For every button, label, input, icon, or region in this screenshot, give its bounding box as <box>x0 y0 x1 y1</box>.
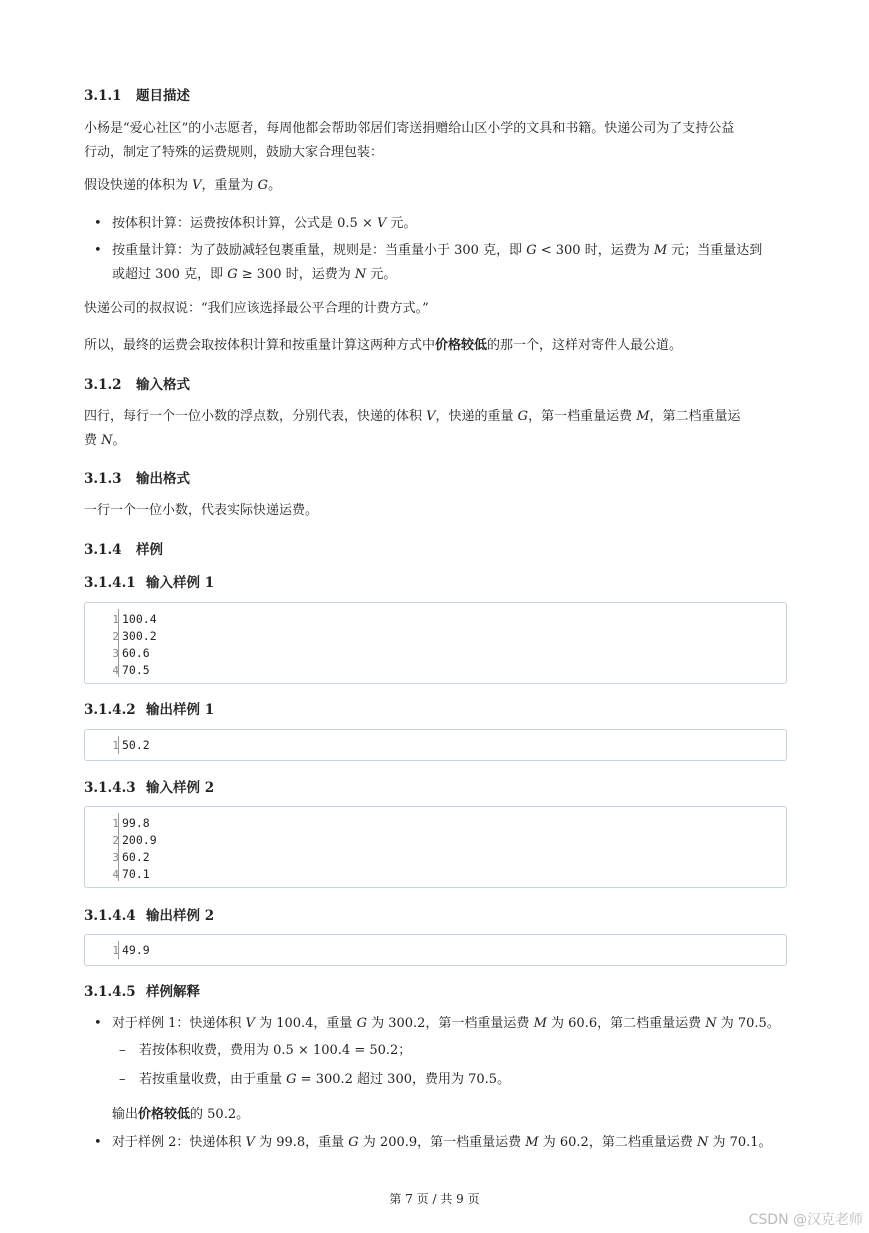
code-lines <box>122 603 157 679</box>
code-line: 99.8 <box>122 816 150 830</box>
math-v: V <box>245 1016 255 1031</box>
line-number-gutter <box>85 935 119 965</box>
bold-text: 价格较低 <box>138 1107 191 1122</box>
gutter-divider <box>118 609 119 677</box>
math-g: G <box>257 178 269 193</box>
text: 为 70.5。 <box>716 1016 780 1031</box>
text: 为 300.2，第一档重量运费 <box>366 1016 534 1031</box>
code-line: 300.2 <box>122 629 157 643</box>
math-m: M <box>653 243 668 258</box>
section-number: 3.1.1 <box>84 88 122 104</box>
text: < 300 时，运费为 <box>536 243 654 258</box>
code-block-input-2[interactable] <box>84 806 787 888</box>
text: 为 70.1。 <box>708 1135 772 1150</box>
line-number: 4 <box>112 664 119 677</box>
list-item-example-1 <box>112 1012 780 1036</box>
code-line: 70.5 <box>122 663 150 677</box>
text: 所以，最终的运费会取按体积计算和按重量计算这两种方式中 <box>84 338 436 353</box>
line-number-gutter <box>85 807 119 887</box>
section-heading-3-1-3 <box>84 467 190 487</box>
conclusion-paragraph <box>84 334 682 358</box>
list-item-weight-rule <box>112 239 762 287</box>
line-number: 1 <box>112 613 119 626</box>
text: 为 60.6，第二档重量运费 <box>546 1016 706 1031</box>
section-title: 样例 <box>136 542 163 558</box>
line-number: 2 <box>112 834 119 847</box>
section-title: 输入格式 <box>136 377 190 393</box>
text: 元；当重量达到 <box>667 243 763 258</box>
line-number: 2 <box>112 630 119 643</box>
subsection-heading-output-2 <box>84 904 214 924</box>
gutter-divider <box>118 813 119 881</box>
math-m: M <box>525 1135 539 1150</box>
line-number: 1 <box>112 817 119 830</box>
text: 按重量计算：为了鼓励减轻包裹重量，规则是：当重量小于 300 克，即 <box>112 243 527 258</box>
section-number: 3.1.4.3 <box>84 780 136 796</box>
text: 的那一个，这样对寄件人最公道。 <box>487 338 683 353</box>
code-line: 100.4 <box>122 612 157 626</box>
text: 元。 <box>386 216 417 231</box>
section-title: 输入样例 2 <box>146 780 215 796</box>
gutter-divider <box>118 736 119 754</box>
math-expr: 0.5 × 100.4 = 50.2 <box>273 1043 399 1058</box>
uncle-quote: 快递公司的叔叔说：“我们应该选择最公平合理的计费方式。” <box>84 301 429 316</box>
code-line: 70.1 <box>122 867 150 881</box>
section-number: 3.1.4.2 <box>84 702 136 718</box>
section-title: 输出格式 <box>136 471 190 487</box>
intro-paragraph <box>84 117 734 165</box>
math-n: N <box>101 433 113 448</box>
subsection-heading-output-1 <box>84 698 214 718</box>
subsection-heading-explanation <box>84 980 200 1000</box>
assume-paragraph <box>84 174 281 198</box>
text: ； <box>398 1043 412 1058</box>
text: 为 100.4，重量 <box>254 1016 357 1031</box>
math-n: N <box>354 267 367 282</box>
code-line: 60.6 <box>122 646 150 660</box>
output-format-paragraph: 一行一个一位小数，代表实际快递运费。 <box>84 503 319 518</box>
math-m: M <box>533 1016 547 1031</box>
line-number: 1 <box>112 944 119 957</box>
line-number: 3 <box>112 851 119 864</box>
line-number-gutter <box>85 730 119 760</box>
section-heading-3-1-4 <box>84 538 163 558</box>
example-1-output <box>112 1103 249 1127</box>
math-expr: = 300.2 <box>296 1072 353 1087</box>
line-number: 3 <box>112 647 119 660</box>
code-lines <box>122 730 150 754</box>
text: 若按体积收费，费用为 <box>139 1043 274 1058</box>
intro-line-2: 行动，制定了特殊的运费规则，鼓励大家合理包装： <box>84 145 384 160</box>
math-m: M <box>636 409 650 424</box>
code-block-output-1[interactable] <box>84 729 787 761</box>
math-g: G <box>348 1135 359 1150</box>
text: 元。 <box>366 267 397 282</box>
text: 。 <box>112 433 126 448</box>
line-number-gutter <box>85 603 119 683</box>
text: 费 <box>84 433 102 448</box>
code-block-output-2[interactable] <box>84 934 787 966</box>
section-title: 输出样例 2 <box>146 908 215 924</box>
code-line: 50.2 <box>122 738 150 752</box>
page-footer: 第 7 页 / 共 9 页 <box>389 1192 480 1206</box>
section-number: 3.1.4 <box>84 542 122 558</box>
subsection-heading-input-2 <box>84 776 214 796</box>
text: 或超过 300 克，即 <box>112 267 228 282</box>
text: ，快递的重量 <box>435 409 518 424</box>
text: 超过 300，费用为 70.5。 <box>352 1072 511 1087</box>
list-item-volume-rule <box>112 212 417 236</box>
text: ，第一档重量运费 <box>528 409 637 424</box>
section-title: 题目描述 <box>136 88 190 104</box>
text: 对于样例 1：快递体积 <box>112 1016 246 1031</box>
text: 为 60.2，第二档重量运费 <box>538 1135 697 1150</box>
code-line: 200.9 <box>122 833 157 847</box>
section-title: 样例解释 <box>146 984 200 1000</box>
code-lines <box>122 935 150 959</box>
line-number: 4 <box>112 868 119 881</box>
text: ，重量为 <box>201 178 258 193</box>
section-heading-3-1-1 <box>84 84 190 104</box>
math-g: G <box>227 267 238 282</box>
section-number: 3.1.2 <box>84 377 122 393</box>
text: 。 <box>268 178 282 193</box>
intro-line-1: 小杨是“爱心社区”的小志愿者，每周他都会帮助邻居们寄送捐赠给山区小学的文具和书籍。快递公司为了支持公益 <box>84 121 735 136</box>
gutter-divider <box>118 941 119 959</box>
math-g: G <box>526 243 537 258</box>
sub-item-volume-cost <box>139 1039 411 1063</box>
section-number: 3.1.4.5 <box>84 984 136 1000</box>
math-n: N <box>696 1135 709 1150</box>
math-expr: 0.5 × <box>337 216 377 231</box>
text: 对于样例 2：快递体积 <box>112 1135 246 1150</box>
subsection-heading-input-1 <box>84 571 214 591</box>
text: 若按重量收费，由于重量 <box>139 1072 287 1087</box>
list-item-example-2 <box>112 1131 772 1155</box>
bold-text: 价格较低 <box>435 338 488 353</box>
code-lines <box>122 807 157 883</box>
math-v: V <box>245 1135 255 1150</box>
text: 四行，每行一个一位小数的浮点数，分别代表，快递的体积 <box>84 409 427 424</box>
section-title: 输入样例 1 <box>146 575 215 591</box>
math-v: V <box>426 409 436 424</box>
section-number: 3.1.3 <box>84 471 122 487</box>
line-number: 1 <box>112 739 119 752</box>
sub-item-weight-cost <box>139 1068 510 1092</box>
text: 为 200.9，第一档重量运费 <box>358 1135 526 1150</box>
input-format-paragraph <box>84 405 741 453</box>
section-heading-3-1-2 <box>84 373 190 393</box>
math-g: G <box>286 1072 297 1087</box>
math-g: G <box>356 1016 367 1031</box>
section-title: 输出样例 1 <box>146 702 215 718</box>
code-line: 60.2 <box>122 850 150 864</box>
math-v: V <box>376 216 387 231</box>
section-number: 3.1.4.1 <box>84 575 136 591</box>
text: 假设快递的体积为 <box>84 178 193 193</box>
code-line: 49.9 <box>122 943 150 957</box>
section-number: 3.1.4.4 <box>84 908 136 924</box>
text: 按体积计算：运费按体积计算，公式是 <box>112 216 338 231</box>
text: 输出 <box>112 1107 139 1122</box>
text: 的 50.2。 <box>190 1107 250 1122</box>
math-g: G <box>517 409 529 424</box>
text: 为 99.8，重量 <box>254 1135 349 1150</box>
text: ，第二档重量运 <box>649 409 741 424</box>
math-v: V <box>192 178 202 193</box>
watermark: CSDN @汉克老师 <box>748 1212 863 1228</box>
text: ≥ 300 时，运费为 <box>237 267 355 282</box>
code-block-input-1[interactable] <box>84 602 787 684</box>
math-n: N <box>705 1016 717 1031</box>
